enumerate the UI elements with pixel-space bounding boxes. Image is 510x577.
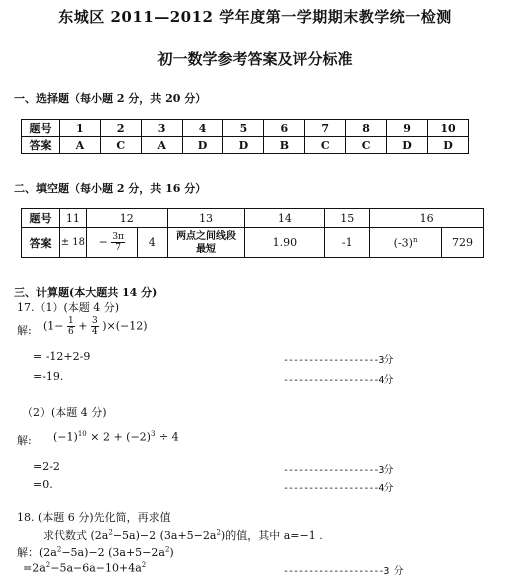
row-label-answer: 答案	[22, 228, 60, 258]
exponent: 10	[77, 430, 87, 438]
step-line: = -12+2-9	[33, 350, 91, 363]
fraction	[91, 316, 99, 337]
table-cell: D	[223, 137, 264, 154]
table-row	[22, 228, 484, 258]
table-cell: 8	[346, 120, 387, 137]
table-row	[22, 120, 469, 137]
answer-14: 1.90	[245, 228, 325, 258]
expr-part: (−1)	[53, 430, 78, 444]
step-line: =0.	[33, 478, 53, 491]
fraction-numerator: 1	[68, 316, 74, 326]
table-cell: 7	[305, 120, 346, 137]
exponent: 2	[45, 561, 51, 569]
table-cell: A	[141, 137, 182, 154]
exponent: 2	[216, 528, 221, 537]
table-cell: 3	[141, 120, 182, 137]
table-cell: 4	[182, 120, 223, 137]
table-cell: 11	[59, 209, 86, 228]
exponent: 2	[56, 545, 62, 554]
expr-part: )	[169, 546, 174, 559]
table-cell: 16	[370, 209, 484, 228]
table-cell: A	[59, 137, 100, 154]
fraction-denominator: 6	[68, 327, 74, 337]
step-line: =-19.	[33, 370, 64, 383]
expr-part: −5a)−2 (3a+5−2a	[61, 546, 165, 559]
table-cell: D	[427, 137, 468, 154]
row-label-number: 题号	[22, 209, 60, 228]
choice-answer-table	[21, 119, 469, 154]
question-17-1-title: 17.（1）(本题 4 分)	[17, 301, 120, 314]
question-18-title: 18. (本题 6 分)先化简，再求值	[17, 511, 171, 524]
power-base: (-3)	[393, 236, 413, 250]
power-exponent: n	[412, 235, 418, 244]
table-cell: 5	[223, 120, 264, 137]
table-cell: C	[346, 137, 387, 154]
answer-15: -1	[325, 228, 370, 258]
exponent: 2	[164, 545, 170, 554]
table-cell: 15	[325, 209, 370, 228]
score-mark: --------------------3 分	[283, 566, 403, 577]
table-cell: D	[387, 137, 428, 154]
table-cell: 6	[264, 120, 305, 137]
plus-sign: +	[78, 319, 88, 333]
answer-13: 两点之间线段最短	[167, 228, 245, 258]
table-cell: 14	[245, 209, 325, 228]
answer-12b: 4	[137, 228, 167, 258]
step-line: =2-2	[33, 460, 60, 473]
question-18-text	[43, 527, 323, 543]
table-cell: D	[182, 137, 223, 154]
table-cell: B	[264, 137, 305, 154]
expr-part: )×(−12)	[102, 319, 148, 333]
expr-part: ÷ 4	[158, 430, 179, 444]
expr-part: × 2 + (−2)	[90, 430, 151, 444]
table-row	[22, 137, 469, 154]
answer-11: ± 18	[59, 228, 86, 258]
section1-heading: 一、选择题（每小题 2 分，共 20 分）	[14, 92, 207, 105]
minus-sign: −	[98, 235, 108, 249]
expr-part: =2a	[23, 561, 46, 575]
score-mark: -------------------3分	[283, 465, 393, 476]
section2-heading: 二、填空题（每小题 2 分，共 16 分）	[14, 182, 207, 195]
fill-blank-answer-table	[21, 208, 484, 258]
question-18-answer	[17, 544, 174, 560]
fraction	[111, 232, 125, 253]
score-mark: -------------------4分	[283, 375, 393, 386]
expr-part: (1−	[43, 319, 64, 333]
table-cell: C	[100, 137, 141, 154]
expr-part: −5a)−2 (3a+5−2a	[112, 529, 217, 542]
table-cell: 9	[387, 120, 428, 137]
fraction-denominator: 4	[91, 327, 98, 337]
page-title: 东城区 2011—2012 学年度第一学期期末教学统一检测	[58, 8, 452, 26]
question-17-2-title: （2）(本题 4 分)	[22, 406, 107, 419]
expr-part: 求代数式 (2a	[43, 529, 109, 542]
fraction-denominator: 7	[115, 243, 122, 253]
answer-label: 解:	[17, 434, 32, 447]
section3-heading: 三、计算题(本大题共 14 分)	[14, 286, 158, 299]
table-cell: 13	[167, 209, 245, 228]
row-label-answer: 答案	[22, 137, 60, 154]
table-cell: 12	[86, 209, 167, 228]
score-mark: -------------------3分	[283, 355, 393, 366]
answer-16b: 729	[442, 228, 484, 258]
score-mark: -------------------4分	[283, 483, 393, 494]
table-cell: 1	[59, 120, 100, 137]
expr-part: −5a−6a−10+4a	[50, 561, 142, 575]
expr-part: 解：(2a	[17, 546, 57, 559]
step-line	[23, 561, 146, 575]
answer-label: 解:	[17, 324, 32, 337]
fraction-numerator: 3π	[112, 232, 124, 242]
table-cell: C	[305, 137, 346, 154]
answer-16a	[370, 228, 442, 258]
answer-12a	[86, 228, 137, 258]
table-cell: 2	[100, 120, 141, 137]
question-17-1-expression	[43, 316, 148, 337]
exponent: 2	[108, 528, 113, 537]
fraction-numerator: 3	[91, 316, 98, 326]
page-subtitle: 初一数学参考答案及评分标准	[157, 50, 353, 68]
row-label-number: 题号	[22, 120, 60, 137]
expr-part: )的值，其中 a=−1 .	[220, 529, 323, 542]
table-row	[22, 209, 484, 228]
fraction	[67, 316, 75, 337]
exponent: 2	[141, 561, 147, 569]
exponent: 3	[150, 430, 156, 438]
question-17-2-expression	[53, 430, 179, 444]
table-cell: 10	[427, 120, 468, 137]
